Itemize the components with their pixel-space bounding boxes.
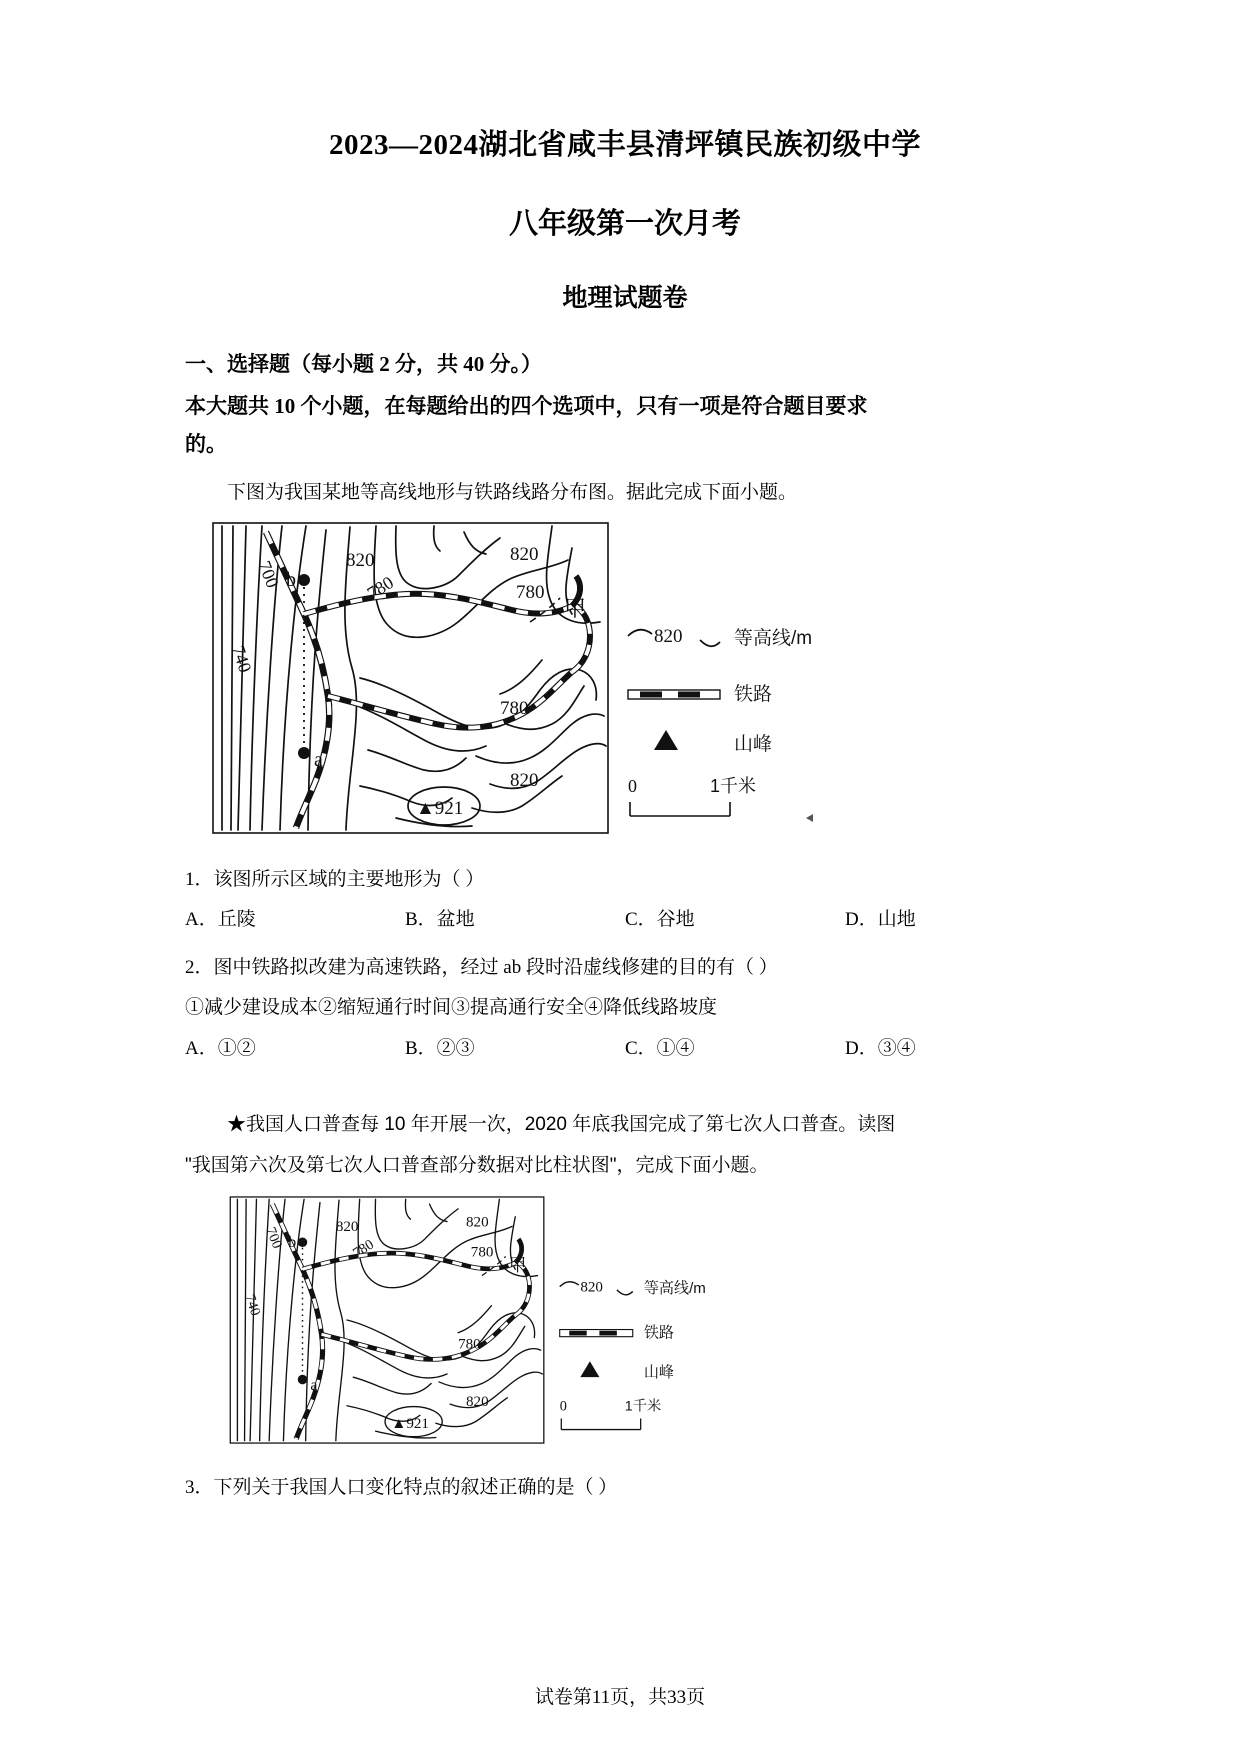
legend-railway-symbol-2 <box>560 1330 633 1337</box>
corner-marker-icon <box>806 814 813 822</box>
question-1-stem <box>185 865 1065 895</box>
question-1-option-c[interactable]: C．谷地 <box>625 909 695 931</box>
question-1-number: 1． <box>185 868 214 890</box>
question-2-text: 图中铁路拟改建为高速铁路，经过 ab 段时沿虚线修建的目的有（ ） <box>213 956 778 978</box>
point-a-label: a <box>314 748 323 771</box>
page-title: 2023—2024湖北省咸丰县清坪镇民族初级中学 <box>328 129 921 161</box>
point-a-label-2: a <box>310 1377 318 1395</box>
figure-contour-map-1 <box>200 518 1065 848</box>
material1-intro: 下图为我国某地等高线地形与铁路线路分布图。据此完成下面小题。 <box>227 482 798 504</box>
point-a-marker-2 <box>298 1375 308 1385</box>
contour-label-780-c-2: 780 <box>458 1337 481 1354</box>
scale-zero-label: 0 <box>628 775 637 796</box>
question-2-option-d[interactable]: D．③④ <box>845 1037 916 1059</box>
point-b-marker <box>298 574 310 586</box>
legend-railway-symbol <box>628 690 720 699</box>
spacer <box>185 936 1065 953</box>
contour-label-820-b: 820 <box>510 543 539 565</box>
contour-label-820-a-2: 820 <box>335 1219 359 1236</box>
area-label-jia-2: 甲 <box>508 1255 527 1276</box>
question-2-stem <box>185 953 1065 983</box>
point-a-marker <box>298 747 310 759</box>
contour-label-820-a: 820 <box>346 549 375 571</box>
question-1-options <box>185 905 1065 935</box>
contour-map-svg-1 <box>200 518 830 843</box>
legend-railway-label: 铁路 <box>734 683 773 705</box>
question-2-options <box>185 1034 1065 1064</box>
scale-one-label-2: 1千米 <box>624 1398 662 1415</box>
question-2-items: ①减少建设成本②缩短通行时间③提高通行安全④降低线路坡度 <box>185 997 718 1019</box>
legend-contour-value: 820 <box>654 625 683 647</box>
area-label-jia: 甲 <box>564 595 587 621</box>
exam-subject: 地理试题卷 <box>562 284 688 312</box>
question-3-stem <box>185 1473 1065 1503</box>
material2-line2: "我国第六次及第七次人口普查部分数据对比柱状图"，完成下面小题。 <box>185 1154 769 1176</box>
contour-map-svg-2 <box>200 1193 740 1451</box>
question-3-number: 3． <box>185 1477 214 1499</box>
spacer <box>185 848 1065 865</box>
contour-label-820-c: 820 <box>510 769 539 791</box>
legend-contour-value-2: 820 <box>580 1279 603 1296</box>
contour-label-700-2: 700 <box>262 1225 286 1252</box>
point-b-label-2: b <box>288 1234 297 1252</box>
section-note-line1: 本大题共 10 个小题，在每题给出的四个选项中，只有一项是符合题目要求 <box>185 394 868 419</box>
legend-peak-label: 山峰 <box>734 733 773 755</box>
question-1-option-d[interactable]: D．山地 <box>845 909 916 931</box>
material2-line1: ★我国人口普查每 10 年开展一次，2020 年底我国完成了第七次人口普查。读图 <box>227 1113 896 1135</box>
contour-label-780-a-2: 780 <box>350 1236 377 1262</box>
contour-label-740-2: 740 <box>241 1292 264 1319</box>
question-1-text: 该图所示区域的主要地形为（ ） <box>213 868 485 890</box>
spacer <box>185 983 1065 993</box>
contour-label-740: 740 <box>228 642 256 675</box>
point-b-label: b <box>286 568 296 591</box>
question-2-option-b[interactable]: B．②③ <box>405 1037 475 1059</box>
question-2-option-a[interactable]: A．①② <box>185 1037 256 1059</box>
legend-peak-label-2: 山峰 <box>643 1364 675 1382</box>
legend-peak-symbol <box>654 730 678 750</box>
legend-contour-label-2: 等高线/m <box>643 1280 706 1298</box>
contour-label-780-b: 780 <box>516 581 545 603</box>
question-3-text: 下列关于我国人口变化特点的叙述正确的是（ ） <box>213 1477 618 1499</box>
question-1-option-b[interactable]: B．盆地 <box>405 909 475 931</box>
legend-scale-bar-2 <box>560 1398 662 1430</box>
map-legend-2 <box>560 1279 706 1430</box>
map-legend-1 <box>628 626 813 822</box>
peak-label-2: ▲921 <box>391 1416 429 1433</box>
scale-one-label: 1千米 <box>710 775 757 796</box>
page-content <box>185 0 1065 1504</box>
legend-peak-symbol-2 <box>580 1362 599 1378</box>
spacer <box>185 1456 1065 1473</box>
contour-label-820-b-2: 820 <box>466 1214 489 1231</box>
spacer <box>185 895 1065 905</box>
contour-label-780-c: 780 <box>500 697 529 719</box>
spacer <box>185 1024 1065 1034</box>
contour-label-700: 700 <box>254 557 283 591</box>
section-note-line2: 的。 <box>185 432 227 457</box>
point-b-marker-2 <box>298 1238 308 1248</box>
scale-zero-label-2: 0 <box>559 1398 567 1415</box>
spacer <box>185 461 1065 478</box>
question-2-option-c[interactable]: C．①④ <box>625 1037 695 1059</box>
legend-contour-label: 等高线/m <box>734 627 813 649</box>
contour-label-780-b-2: 780 <box>470 1244 494 1261</box>
page-footer: 试卷第11页，共33页 <box>534 1687 706 1708</box>
exam-subtitle: 八年级第一次月考 <box>508 207 741 240</box>
contour-label-780-a: 780 <box>363 572 398 604</box>
contour-label-820-c-2: 820 <box>466 1394 489 1411</box>
legend-railway-label-2: 铁路 <box>643 1324 675 1342</box>
section-heading: 一、选择题（每小题 2 分，共 40 分。） <box>185 351 542 376</box>
question-1-option-a[interactable]: A．丘陵 <box>185 909 256 931</box>
spacer <box>185 1141 1065 1151</box>
figure-contour-map-2 <box>200 1193 1065 1456</box>
peak-label: ▲921 <box>416 797 464 819</box>
question-2-number: 2． <box>185 956 214 978</box>
spacer <box>185 1064 1065 1110</box>
legend-scale-bar <box>628 776 756 816</box>
